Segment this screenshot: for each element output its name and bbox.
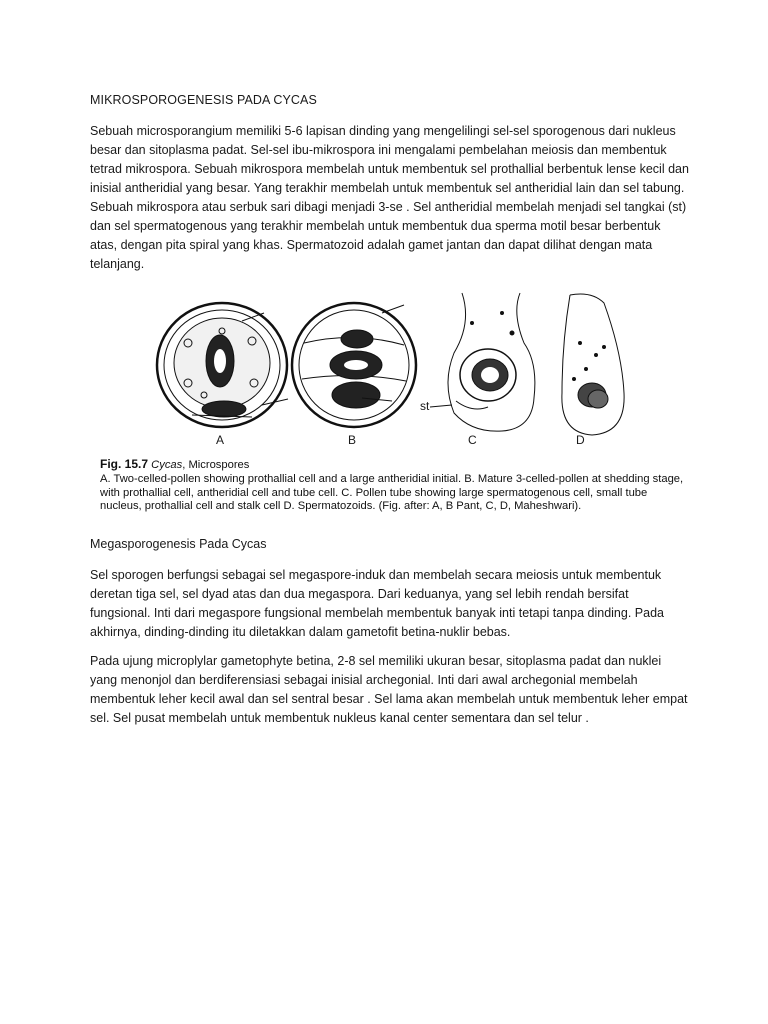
- section-heading: MIKROSPOROGENESIS PADA CYCAS: [90, 93, 317, 107]
- microspore-illustration: [92, 283, 692, 453]
- pollen-tube-c-drawing: [430, 293, 535, 431]
- figure-label-d: D: [576, 433, 585, 447]
- figure-caption: [100, 458, 690, 514]
- spermatozoid-d-drawing: [562, 294, 624, 435]
- figure-label-st: st: [420, 399, 430, 413]
- subsection-heading: Megasporogenesis Pada Cycas: [90, 537, 267, 551]
- caption-title: Fig. 15.7: [100, 457, 149, 471]
- paragraph-microsporogenesis: Sebuah microsporangium memiliki 5-6 lapisan dinding yang mengelilingi sel-sel sporogenous dari nukleus besar dan sitoplasma padat. Sel-sel ibu-mikrospora ini mengalami pembelahan meiosis dan membentuk tetrad mikrospora. Sebuah mikrospora membelah untuk membentuk sel prothallial berbentuk lense kecil dan inisial antheridial yang besar. Yang terakhir membelah untuk membentuk sel antheridial lain dan sel tabung. Sebuah mikrospora atau serbuk sari dibagi menjadi 3-se . Sel antheridial membelah menjadi sel tangkai (st) dan sel spermatogenous yang terakhir membelah untuk membentuk dua sperma motil besar berbentuk atas, dengan pita spiral yang khas. Spermatozoid adalah gamet jantan dan dapat dilihat dengan mata telanjang.: [90, 124, 689, 271]
- pollen-a-drawing: [157, 303, 288, 427]
- figure-label-a: A: [216, 433, 225, 447]
- paragraph-megasporogenesis: Sel sporogen berfungsi sebagai sel megaspore-induk dan membelah secara meiosis untuk membentuk deretan tiga sel, sel dyad atas dan dua megaspora. Dari keduanya, yang sel lebih rendah bersifat fungsional. Inti dari megaspore fungsional membelah membentuk banyak inti tetapi tanpa dinding. Pada akhirnya, dinding-dinding itu diletakkan dalam gametofit betina-nuklir bebas.: [90, 568, 664, 639]
- figure-label-b: B: [348, 433, 357, 447]
- caption-body: A. Two-celled-pollen showing prothallial cell and a large antheridial initial. B. Mature 3-celled-pollen at shedding stage, with prothallial cell, antheridial cell and tube cell. C. Pollen tube showing large spermatogenous cell, small tube nucleus, prothallial cell and stalk cell D. Spermatozoids. (Fig. after: A, B Pant, C, D, Maheshwari).: [100, 472, 684, 513]
- figure-label-c: C: [468, 433, 477, 447]
- pollen-b-drawing: [292, 303, 416, 427]
- caption-genus: Cycas: [151, 459, 183, 471]
- paragraph-archegonial: Pada ujung microplylar gametophyte betina, 2-8 sel memiliki ukuran besar, sitoplasma padat dan nuklei yang menonjol dan berdiferensiasi sebagai inisial archegonial. Inti dari awal archegonial membelah membentuk leher kecil awal dan sel sentral besar . Sel lama akan membelah untuk membentuk leher empat sel. Sel pusat membelah untuk membentuk nukleus kanal center sementara dan sel telur .: [90, 654, 688, 725]
- caption-subtitle: , Microspores: [182, 459, 250, 471]
